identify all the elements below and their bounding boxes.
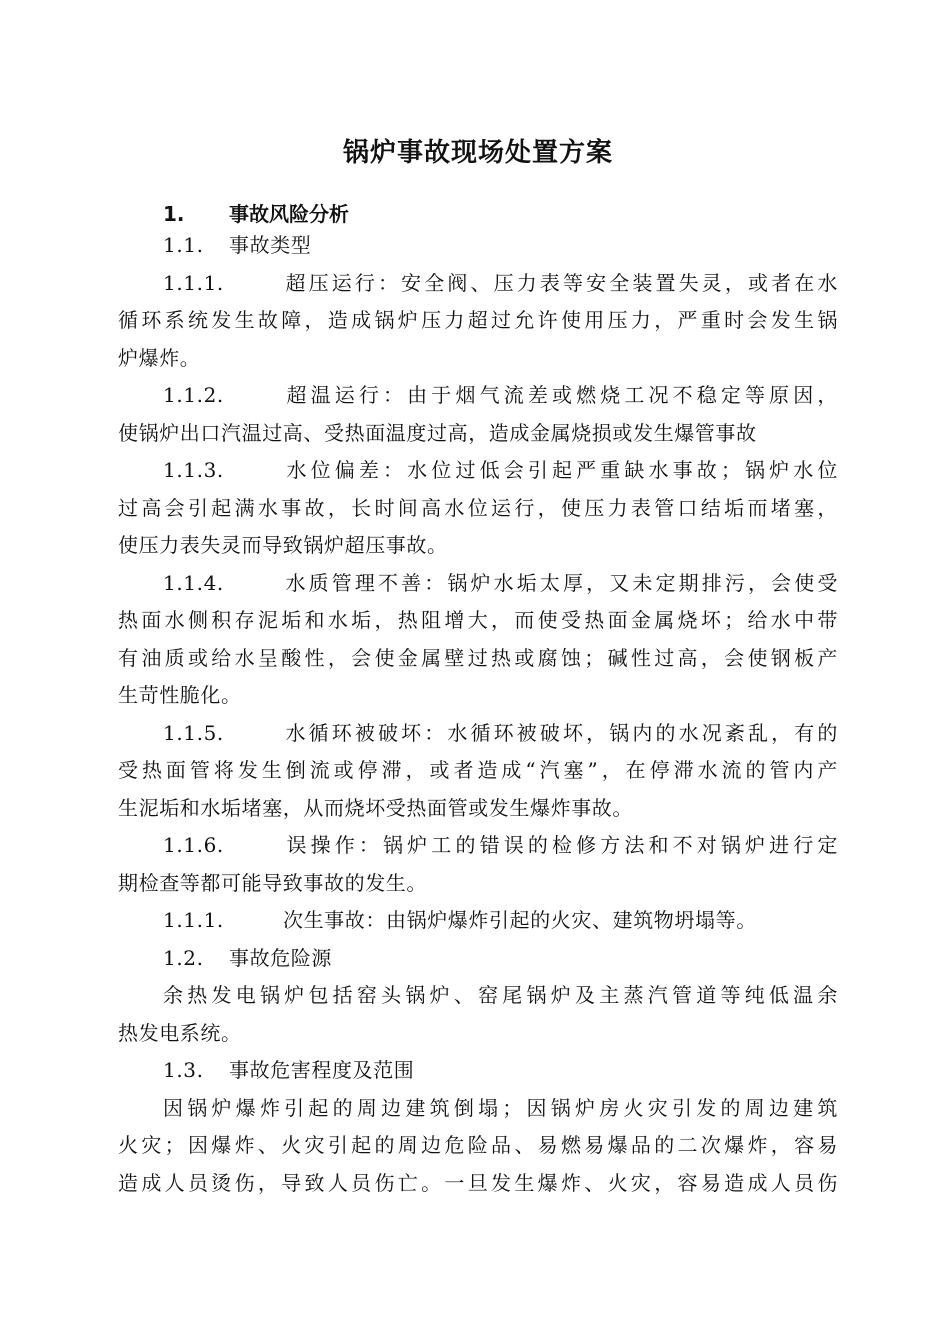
subsection-1-1-heading: [118, 227, 838, 265]
paragraph-line: 期检查等都可能导致事故的发生。: [118, 870, 427, 895]
item-number: 1.1.1.: [163, 908, 224, 932]
subsection-title: 事故危险源: [229, 945, 332, 970]
item-text: 次生事故：由锅炉爆炸引起的火灾、建筑物坍塌等。: [283, 908, 757, 932]
item-number: 1.1.6.: [163, 833, 224, 857]
document-body: [118, 227, 838, 1202]
subsection-number: 1.2.: [163, 945, 204, 970]
item-number: 1.1.4.: [163, 570, 224, 595]
section-number: 1.: [163, 202, 185, 226]
paragraph-line: [118, 827, 838, 865]
subsection-number: 1.3.: [163, 1058, 204, 1082]
item-number: 1.1.1.: [163, 270, 224, 295]
paragraph-line: 火灾；因爆炸、火灾引起的周边危险品、易燃易爆品的二次爆炸，容易: [118, 1133, 838, 1157]
paragraph-line: [118, 715, 838, 753]
document-title: 锅炉事故现场处置方案: [342, 138, 613, 168]
item-text: 水循环被破坏：水循环被破坏，锅内的水况紊乱，有的: [283, 720, 838, 745]
paragraph-line: 受热面管将发生倒流或停滞，或者造成“汽塞”，在停滞水流的管内产: [118, 758, 838, 782]
item-number: 1.1.5.: [163, 720, 224, 745]
paragraph-line: 炉爆炸。: [118, 345, 201, 370]
paragraph-line: 有油质或给水呈酸性，会使金属壁过热或腐蚀；碱性过高，会使钢板产: [118, 645, 838, 670]
paragraph-line: [118, 377, 838, 415]
section-title: 事故风险分析: [229, 202, 349, 226]
item-number: 1.1.3.: [163, 458, 224, 482]
item-text: 水位偏差：水位过低会引起严重缺水事故；锅炉水位: [283, 458, 838, 482]
paragraph-line: 因锅炉爆炸引起的周边建筑倒塌；因锅炉房火灾引发的周边建筑: [163, 1095, 838, 1120]
paragraph-line: 过高会引起满水事故，长时间高水位运行，使压力表管口结垢而堵塞，: [118, 495, 838, 520]
section-1-heading: [163, 198, 349, 227]
paragraph-line: 余热发电锅炉包括窑头锅炉、窑尾锅炉及主蒸汽管道等纯低温余: [163, 983, 838, 1007]
subsection-1-3-heading: [118, 1052, 838, 1090]
paragraph-line: 使压力表失灵而导致锅炉超压事故。: [118, 533, 448, 557]
item-number: 1.1.2.: [163, 383, 224, 407]
item-text: 超温运行：由于烟气流差或燃烧工况不稳定等原因，: [283, 383, 838, 407]
subsection-number: 1.1.: [163, 233, 204, 257]
paragraph-line: 循环系统发生故障，造成锅炉压力超过允许使用压力，严重时会发生锅: [118, 308, 838, 332]
paragraph-line: 使锅炉出口汽温过高、受热面温度过高，造成金属烧损或发生爆管事故: [118, 420, 757, 445]
paragraph-line: 热发电系统。: [118, 1020, 242, 1045]
paragraph-line: [118, 902, 838, 940]
paragraph-line: 热面水侧积存泥垢和水垢，热阻增大，而使受热面金属烧坏；给水中带: [118, 608, 838, 632]
item-text: 超压运行：安全阀、压力表等安全装置失灵，或者在水: [283, 270, 838, 295]
item-text: 误操作：锅炉工的错误的检修方法和不对锅炉进行定: [283, 833, 838, 857]
paragraph-line: 生泥垢和水垢堵塞，从而烧坏受热面管或发生爆炸事故。: [118, 795, 633, 820]
paragraph-line: [118, 265, 838, 303]
subsection-title: 事故类型: [229, 233, 312, 257]
subsection-1-2-heading: [118, 940, 838, 978]
paragraph-line: [118, 452, 838, 490]
item-text: 水质管理不善：锅炉水垢太厚，又未定期排污，会使受: [283, 570, 838, 595]
paragraph-line: 造成人员烫伤，导致人员伤亡。一旦发生爆炸、火灾，容易造成人员伤: [118, 1170, 838, 1195]
paragraph-line: [118, 565, 838, 603]
paragraph-line: 生苛性脆化。: [118, 683, 242, 707]
subsection-title: 事故危害程度及范围: [229, 1058, 415, 1082]
